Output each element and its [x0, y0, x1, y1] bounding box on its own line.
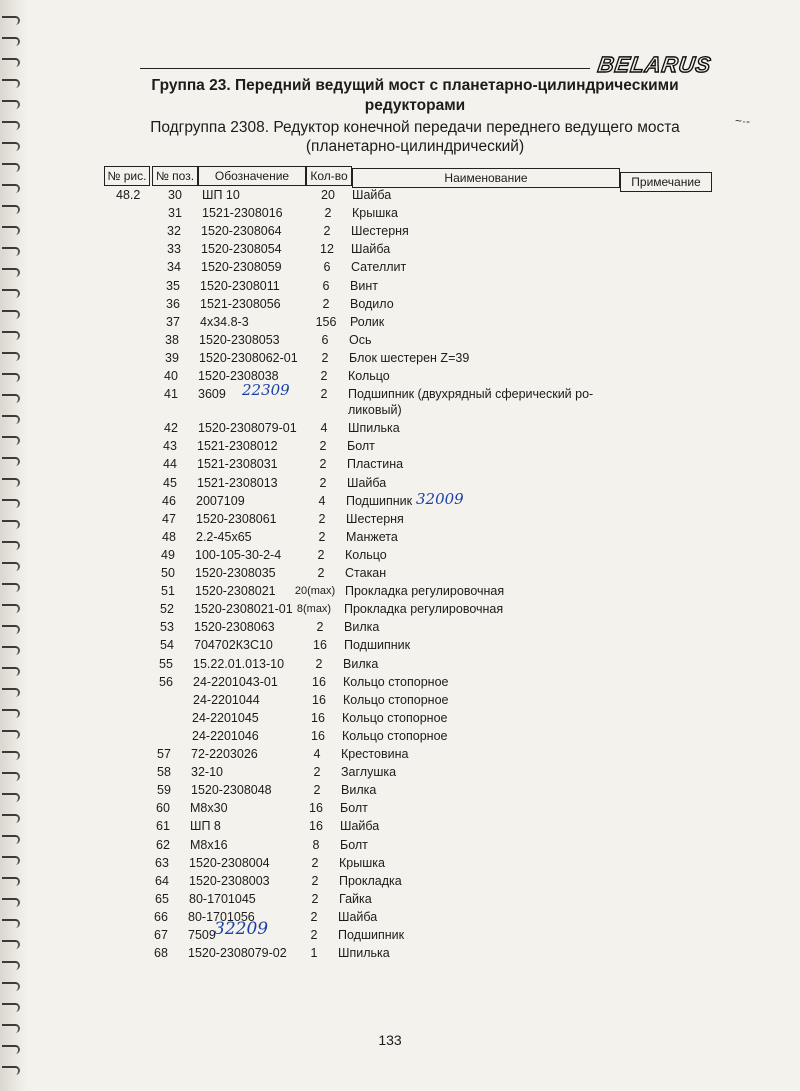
cell-pos: 31: [168, 206, 182, 221]
cell-name: Прокладка регулировочная: [345, 584, 505, 599]
cell-qty: 16: [313, 638, 327, 653]
cell-qty: 20: [321, 188, 335, 202]
cell-name: Кольцо: [348, 369, 390, 383]
header-rule: [140, 68, 590, 69]
cell-name: Шайба: [340, 819, 380, 834]
cell-pos: 30: [168, 188, 182, 202]
cell-qty: 2: [318, 529, 326, 544]
cell-pos: 34: [167, 260, 181, 275]
cell-name: Заглушка: [341, 765, 397, 780]
cell-qty: 2: [317, 566, 325, 580]
cell-pos: 55: [159, 656, 173, 671]
cell-code: 24-2201045: [192, 710, 259, 725]
cell-code: 4x34.8-3: [200, 314, 249, 329]
cell-pos: 37: [166, 314, 180, 329]
cell-code: 1520-2308063: [194, 620, 275, 635]
cell-code: 1520-2308064: [201, 224, 282, 239]
table-row: [0, 908, 800, 926]
table-row: [0, 437, 800, 455]
cell-qty: 2: [313, 783, 321, 798]
cell-pos: 60: [156, 801, 170, 816]
cell-qty: 2: [319, 457, 327, 472]
cell-name: Кольцо: [345, 547, 387, 562]
cell-code: ШП 10: [202, 188, 240, 202]
cell-pos: 57: [157, 747, 171, 761]
table-row: [0, 349, 800, 367]
cell-name: Шайба: [352, 188, 392, 202]
table-row: [0, 817, 800, 835]
cell-name: Вилка: [344, 620, 380, 635]
cell-code: 1520-2308021-01: [194, 602, 293, 617]
cell-qty: 4: [320, 421, 328, 436]
cell-code: 1520-2308011: [200, 278, 280, 293]
cell-name: Прокладка регулировочная: [344, 602, 504, 617]
cell-code: 1520-2308079-02: [188, 946, 287, 961]
table-row: [0, 709, 800, 727]
handwritten-note: 32009: [416, 489, 464, 508]
table-row: [0, 419, 800, 437]
table-row: [0, 890, 800, 908]
cell-qty: 4: [313, 747, 321, 761]
cell-pos: 50: [161, 566, 175, 580]
cell-qty: 2: [311, 891, 319, 906]
cell-qty: 2: [319, 439, 327, 454]
cell-qty: 6: [323, 260, 331, 275]
table-row: [0, 295, 800, 313]
cell-pos: 59: [157, 783, 171, 798]
cell-code: 32-10: [191, 765, 223, 780]
table-row: [0, 204, 800, 222]
table-row: [0, 489, 800, 510]
cell-pos: 66: [154, 909, 168, 924]
cell-qty: 2: [321, 350, 329, 365]
cell-pos: 44: [163, 457, 177, 472]
cell-code: 1520-2308021: [195, 584, 276, 599]
cell-qty: 2: [316, 620, 324, 635]
cell-code: 1521-2308013: [197, 475, 278, 490]
cell-qty: 2: [320, 387, 328, 402]
cell-code: 24-2201046: [192, 728, 259, 743]
table-row: [0, 763, 800, 781]
cell-pos: 58: [157, 765, 171, 780]
cell-pos: 47: [162, 511, 176, 526]
cell-qty: 16: [311, 728, 325, 743]
table-row: [0, 673, 800, 691]
cell-pos: 62: [156, 837, 170, 852]
cell-qty: 8(max): [296, 603, 332, 616]
cell-code: 1520-2308053: [199, 332, 280, 347]
table-row: [0, 781, 800, 799]
cell-pos: 41: [164, 387, 178, 402]
cell-code: М8x30: [190, 801, 228, 816]
cell-code: 1520-2308061: [196, 511, 277, 526]
cell-pos: 61: [156, 819, 170, 834]
cell-name: Шпилька: [338, 946, 390, 961]
cell-name: Пластина: [347, 457, 404, 472]
cell-name: Шпилька: [348, 421, 400, 436]
cell-name: Водило: [350, 296, 394, 311]
cell-code: 1520-2308004: [189, 855, 270, 870]
table-row: [0, 655, 800, 673]
cell-qty: 2: [323, 224, 331, 239]
cell-name: Шестерня: [351, 224, 409, 239]
group-title: Группа 23. Передний ведущий мост с планетарно-цилиндрическими редукторами: [151, 77, 679, 114]
cell-name: Прокладка: [339, 873, 402, 888]
cell-name: Кольцо стопорное: [342, 710, 448, 725]
cell-name: Блок шестерен Z=39: [349, 350, 470, 365]
cell-code: 1520-2308003: [189, 873, 270, 888]
cell-pos: 39: [165, 350, 179, 365]
cell-pos: 52: [160, 602, 174, 617]
cell-code: 1520-2308038: [198, 369, 279, 383]
cell-name: Подшипник: [344, 638, 411, 653]
table-row: [0, 313, 800, 331]
cell-code: 704702К3С10: [194, 638, 273, 653]
col-pos-header: № поз.: [152, 166, 198, 186]
cell-qty: 2: [310, 909, 318, 924]
brand-logo: BELARUS: [596, 52, 714, 77]
cell-pos: 54: [160, 638, 174, 653]
cell-pos: 42: [164, 421, 178, 436]
table-row: [0, 564, 800, 582]
cell-code: 3609: [198, 387, 226, 402]
cell-code: 1521-2308016: [202, 206, 283, 221]
cell-name: Вилка: [341, 783, 377, 798]
cell-name: Крышка: [352, 206, 398, 221]
cell-name: Болт: [340, 801, 368, 816]
cell-code: 1521-2308012: [197, 439, 278, 454]
table-row: [0, 186, 800, 204]
cell-qty: 2: [318, 511, 326, 526]
cell-name: Манжета: [346, 529, 398, 544]
cell-code: 1520-2308062-01: [199, 350, 298, 365]
binding-ring: [2, 37, 20, 46]
page-number: 133: [378, 1032, 402, 1048]
binding-ring: [2, 1024, 20, 1033]
cell-pos: 67: [154, 928, 168, 942]
cell-pos: 32: [167, 224, 181, 239]
cell-name: Шайба: [351, 242, 391, 257]
cell-name-continued: ликовый): [348, 403, 402, 418]
binding-ring: [2, 79, 20, 88]
binding-ring: [2, 163, 20, 172]
cell-qty: 16: [312, 692, 326, 707]
cell-code: 7509: [188, 928, 216, 942]
cell-name: Гайка: [339, 891, 372, 906]
cell-qty: 2: [313, 765, 321, 780]
cell-code: 1520-2308059: [201, 260, 282, 275]
binding-ring: [2, 961, 20, 970]
cell-pos: 63: [155, 855, 169, 870]
cell-pos: 56: [159, 674, 173, 689]
cell-code: 2007109: [196, 493, 245, 508]
cell-pos: 65: [155, 891, 169, 906]
table-row: [0, 474, 800, 492]
table-row: [0, 455, 800, 473]
cell-code: 72-2203026: [191, 747, 258, 761]
table-row: [0, 745, 800, 763]
cell-code: 24-2201043-01: [193, 674, 278, 689]
cell-qty: 6: [321, 332, 329, 347]
cell-name: Крышка: [339, 855, 385, 870]
cell-code: ШП 8: [190, 819, 221, 834]
cell-name: Болт: [347, 439, 375, 454]
col-qty-header: Кол-во: [306, 166, 352, 186]
binding-ring: [2, 16, 20, 25]
table-row: [0, 944, 800, 962]
table-row: [0, 636, 800, 654]
cell-pos: 64: [155, 873, 169, 888]
col-name-header: Наименование: [352, 168, 620, 188]
cell-pos: 51: [161, 584, 175, 599]
cell-qty: 2: [311, 873, 319, 888]
binding-ring: [2, 1003, 20, 1012]
cell-code: 2.2-45x65: [196, 529, 252, 544]
table-row: [0, 331, 800, 349]
table-row: [0, 528, 800, 546]
cell-name: Сателлит: [351, 260, 407, 275]
cell-name: Кольцо стопорное: [342, 728, 448, 743]
cell-qty: 1: [310, 946, 318, 961]
cell-code: 24-2201044: [193, 692, 260, 707]
cell-code: 80-1701056: [188, 909, 255, 924]
table-row: [0, 799, 800, 817]
table-row: [0, 727, 800, 745]
table-row: [0, 546, 800, 564]
cell-pos: 45: [163, 475, 177, 490]
col-code-header: Обозначение: [198, 166, 306, 186]
cell-code: М8x16: [190, 837, 228, 852]
handwritten-note: 22309: [242, 381, 290, 400]
cell-name: Шайба: [347, 475, 387, 490]
cell-fig: 48.2: [116, 188, 141, 202]
table-row: [0, 222, 800, 240]
binding-ring: [2, 58, 20, 67]
table-row: [0, 258, 800, 276]
cell-code: 80-1701045: [189, 891, 256, 906]
cell-code: 1521-2308056: [200, 296, 281, 311]
cell-pos: 36: [166, 296, 180, 311]
cell-qty: 2: [322, 296, 330, 311]
table-row: [0, 277, 800, 295]
scan-mark: ~·-: [735, 114, 750, 128]
cell-code: 15.22.01.013-10: [193, 656, 285, 671]
cell-name: Ролик: [350, 314, 385, 329]
cell-code: 1520-2308079-01: [198, 421, 297, 436]
cell-name: Шестерня: [346, 511, 404, 526]
cell-name: Вилка: [343, 656, 379, 671]
table-row: [0, 618, 800, 636]
cell-name: Кольцо стопорное: [343, 692, 449, 707]
cell-qty: 4: [318, 493, 326, 508]
col-fig-header: № рис.: [104, 166, 150, 186]
cell-code: 1520-2308054: [201, 242, 282, 257]
cell-name: Подшипник: [338, 928, 405, 942]
cell-pos: 40: [164, 369, 178, 383]
cell-qty: 16: [309, 819, 323, 834]
cell-qty: 20(max): [294, 585, 336, 598]
table-row: [0, 600, 800, 618]
cell-qty: 2: [324, 206, 332, 221]
cell-name: Кольцо стопорное: [343, 674, 449, 689]
binding-ring: [2, 1045, 20, 1054]
table-row: [0, 582, 800, 600]
table-row: [0, 919, 800, 944]
binding-ring: [2, 121, 20, 130]
cell-code: 100-105-30-2-4: [195, 547, 282, 562]
cell-qty: 16: [311, 710, 325, 725]
cell-name: Подшипник: [346, 493, 413, 508]
cell-pos: 48: [162, 529, 176, 544]
table-row: [0, 510, 800, 528]
cell-name: Винт: [350, 278, 378, 293]
cell-qty: 6: [322, 278, 330, 293]
cell-name: Болт: [340, 837, 368, 852]
subgroup-title: Подгруппа 2308. Редуктор конечной передачи переднего ведущего моста (планетарно-цилиндрический): [150, 119, 680, 155]
cell-qty: 16: [309, 801, 323, 816]
cell-name: Ось: [349, 332, 372, 347]
cell-pos: 33: [167, 242, 181, 257]
binding-ring: [2, 982, 20, 991]
cell-qty: 8: [312, 837, 320, 852]
cell-pos: 46: [162, 493, 176, 508]
cell-name: Стакан: [345, 566, 387, 580]
cell-qty: 2: [317, 547, 325, 562]
cell-qty: 2: [315, 656, 323, 671]
cell-pos: 68: [154, 946, 168, 961]
table-row: [0, 240, 800, 258]
col-note-header: Примечание: [620, 172, 712, 192]
cell-qty: 156: [315, 314, 337, 329]
cell-qty: 12: [320, 242, 334, 257]
cell-pos: 53: [160, 620, 174, 635]
table-row: [0, 367, 800, 385]
cell-qty: 2: [311, 855, 319, 870]
cell-name: Крестовина: [341, 747, 409, 761]
cell-pos: 35: [166, 278, 180, 293]
cell-name: Шайба: [338, 909, 378, 924]
cell-code: 1520-2308035: [195, 566, 276, 580]
table-row: [0, 836, 800, 854]
cell-qty: 16: [312, 674, 326, 689]
binding-ring: [2, 1066, 20, 1075]
table-row: [0, 691, 800, 709]
table-row: [0, 381, 800, 418]
cell-qty: 2: [320, 369, 328, 383]
binding-ring: [2, 142, 20, 151]
handwritten-note: 32209: [214, 919, 269, 939]
cell-code: 1520-2308048: [191, 783, 272, 798]
cell-pos: 49: [161, 547, 175, 562]
cell-pos: 43: [163, 439, 177, 454]
cell-code: 1521-2308031: [197, 457, 278, 472]
binding-ring: [2, 100, 20, 109]
table-row: [0, 872, 800, 890]
cell-name: Подшипник (двухрядный сферический ро-: [348, 387, 594, 402]
table-row: [0, 854, 800, 872]
cell-pos: 38: [165, 332, 179, 347]
cell-qty: 2: [310, 928, 318, 942]
cell-qty: 2: [319, 475, 327, 490]
